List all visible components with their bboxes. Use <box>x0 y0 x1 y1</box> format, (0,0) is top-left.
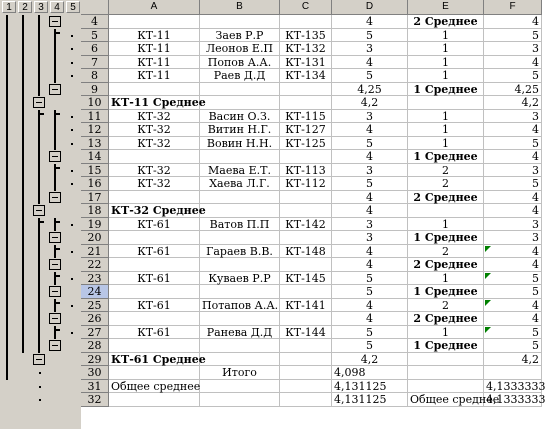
cell-e27[interactable]: 1 <box>408 326 484 340</box>
collapse-subgroup-button[interactable] <box>49 313 61 324</box>
row-header-25[interactable]: 25 <box>81 299 109 313</box>
cell-d32[interactable]: 4,131125 <box>332 393 408 407</box>
row-header-10[interactable]: 10 <box>81 96 109 110</box>
cell-c12[interactable]: КТ-127 <box>280 123 332 137</box>
cell-e26[interactable]: 2 Среднее <box>408 312 484 326</box>
row-header-22[interactable]: 22 <box>81 258 109 272</box>
cell-c27[interactable]: КТ-144 <box>280 326 332 340</box>
outline-bracket-tick <box>38 221 44 223</box>
cell-c8[interactable]: КТ-134 <box>280 69 332 83</box>
cell-c10[interactable] <box>280 96 332 110</box>
cell-c21[interactable]: КТ-148 <box>280 245 332 259</box>
cell-d18[interactable]: 4 <box>332 204 408 218</box>
cell-b10[interactable] <box>200 96 280 110</box>
cell-e30[interactable] <box>408 366 484 380</box>
cell-b31[interactable] <box>200 380 280 394</box>
outline-bracket-tick <box>38 113 44 115</box>
cell-c11[interactable]: КТ-115 <box>280 110 332 124</box>
outline-bracket-tick <box>54 302 60 304</box>
cell-e10[interactable] <box>408 96 484 110</box>
cell-a30[interactable] <box>109 366 200 380</box>
cell-b15[interactable]: Маева Е.Т. <box>200 164 280 178</box>
outline-bracket-line <box>38 15 40 96</box>
cell-e17[interactable]: 2 Среднее <box>408 191 484 205</box>
cell-e22[interactable]: 2 Среднее <box>408 258 484 272</box>
outline-detail-dot <box>71 183 73 185</box>
cell-d21[interactable]: 4 <box>332 245 408 259</box>
cell-e19[interactable]: 1 <box>408 218 484 232</box>
cell-a32[interactable] <box>109 393 200 407</box>
collapse-subgroup-button[interactable] <box>49 286 61 297</box>
cell-e9[interactable]: 1 Среднее <box>408 83 484 97</box>
cell-a27[interactable]: КТ-61 <box>109 326 200 340</box>
row-header-9[interactable]: 9 <box>81 83 109 97</box>
cell-f23[interactable]: 5 <box>484 272 542 286</box>
outline-detail-dot <box>71 62 73 64</box>
cell-f27[interactable]: 5 <box>484 326 542 340</box>
cell-f32[interactable]: 4,1333333 <box>486 393 546 406</box>
cell-b27[interactable]: Ранева Д.Д <box>200 326 280 340</box>
cell-f13[interactable]: 5 <box>484 137 542 151</box>
collapse-subgroup-button[interactable] <box>49 232 61 243</box>
collapse-subgroup-button[interactable] <box>49 259 61 270</box>
cell-b13[interactable]: Вовин Н.Н. <box>200 137 280 151</box>
cell-b14[interactable] <box>200 150 280 164</box>
cell-f16[interactable]: 5 <box>484 177 542 191</box>
row-header-12[interactable]: 12 <box>81 123 109 137</box>
cell-c7[interactable]: КТ-131 <box>280 56 332 70</box>
cell-d17[interactable]: 4 <box>332 191 408 205</box>
cell-f5[interactable]: 5 <box>484 29 542 43</box>
outline-bracket-tick <box>54 113 60 115</box>
outline-bracket-line <box>54 29 56 83</box>
cell-d27[interactable]: 5 <box>332 326 408 340</box>
cell-e11[interactable]: 1 <box>408 110 484 124</box>
cell-b32[interactable] <box>200 393 280 407</box>
cell-b26[interactable] <box>200 312 280 326</box>
outline-detail-dot <box>39 372 41 374</box>
outline-bracket-tick <box>54 275 60 277</box>
cell-c13[interactable]: КТ-125 <box>280 137 332 151</box>
cell-d22[interactable]: 4 <box>332 258 408 272</box>
outline-level-4-button[interactable]: 4 <box>50 1 64 13</box>
cell-e25[interactable]: 2 <box>408 299 484 313</box>
column-header-c[interactable]: C <box>280 0 332 15</box>
row-header-5[interactable]: 5 <box>81 29 109 43</box>
cell-d23[interactable]: 5 <box>332 272 408 286</box>
cell-f6[interactable]: 3 <box>484 42 542 56</box>
cell-e4[interactable]: 2 Среднее <box>408 15 484 29</box>
cell-b17[interactable] <box>200 191 280 205</box>
cell-e6[interactable]: 1 <box>408 42 484 56</box>
column-header-f[interactable]: F <box>484 0 542 15</box>
cell-e24[interactable]: 1 Среднее <box>408 285 484 299</box>
collapse-subgroup-button[interactable] <box>49 151 61 162</box>
cell-a8[interactable]: КТ-11 <box>109 69 200 83</box>
cell-b7[interactable]: Попов А.А. <box>200 56 280 70</box>
cell-b9[interactable] <box>200 83 280 97</box>
outline-detail-dot <box>71 170 73 172</box>
row-header-11[interactable]: 11 <box>81 110 109 124</box>
outline-bracket-tick <box>54 32 60 34</box>
cell-e21[interactable]: 2 <box>408 245 484 259</box>
cell-e5[interactable]: 1 <box>408 29 484 43</box>
outline-level-5-button[interactable]: 5 <box>66 1 80 13</box>
outline-detail-dot <box>71 48 73 50</box>
cell-d4[interactable]: 4 <box>332 15 408 29</box>
cell-c14[interactable] <box>280 150 332 164</box>
cell-a19[interactable]: КТ-61 <box>109 218 200 232</box>
cell-a6[interactable]: КТ-11 <box>109 42 200 56</box>
cell-a18[interactable]: КТ-32 Среднее <box>111 204 206 217</box>
cell-d14[interactable]: 4 <box>332 150 408 164</box>
cell-c23[interactable]: КТ-145 <box>280 272 332 286</box>
cell-f29[interactable]: 4,2 <box>484 353 542 367</box>
cell-f14[interactable]: 4 <box>484 150 542 164</box>
cell-b22[interactable] <box>200 258 280 272</box>
collapse-group-kt32-button[interactable] <box>33 205 45 216</box>
cell-e23[interactable]: 1 <box>408 272 484 286</box>
cell-f17[interactable]: 4 <box>484 191 542 205</box>
cell-a23[interactable]: КТ-61 <box>109 272 200 286</box>
cell-d28[interactable]: 5 <box>332 339 408 353</box>
cell-a12[interactable]: КТ-32 <box>109 123 200 137</box>
cell-c29[interactable] <box>280 353 332 367</box>
cell-a10[interactable]: КТ-11 Среднее <box>111 96 206 109</box>
row-header-19[interactable]: 19 <box>81 218 109 232</box>
cell-f21[interactable]: 4 <box>484 245 542 259</box>
cell-b6[interactable]: Леонов Е.П <box>200 42 280 56</box>
cell-f20[interactable]: 3 <box>484 231 542 245</box>
cell-e29[interactable] <box>408 353 484 367</box>
row-header-28[interactable]: 28 <box>81 339 109 353</box>
outline-detail-dot <box>39 386 41 388</box>
row-header-16[interactable]: 16 <box>81 177 109 191</box>
row-header-21[interactable]: 21 <box>81 245 109 259</box>
cell-b28[interactable] <box>200 339 280 353</box>
cell-a7[interactable]: КТ-11 <box>109 56 200 70</box>
cell-d31[interactable]: 4,131125 <box>332 380 408 394</box>
collapse-subgroup-button[interactable] <box>49 84 61 95</box>
column-header-b[interactable]: B <box>200 0 280 15</box>
cell-a15[interactable]: КТ-32 <box>109 164 200 178</box>
outline-detail-dot <box>71 75 73 77</box>
cell-a14[interactable] <box>109 150 200 164</box>
cell-f22[interactable]: 4 <box>484 258 542 272</box>
cell-a28[interactable] <box>109 339 200 353</box>
outline-bracket-line <box>38 218 40 353</box>
row-header-6[interactable]: 6 <box>81 42 109 56</box>
cell-d16[interactable]: 5 <box>332 177 408 191</box>
cell-f25[interactable]: 4 <box>484 299 542 313</box>
cell-a11[interactable]: КТ-32 <box>109 110 200 124</box>
row-header-7[interactable]: 7 <box>81 56 109 70</box>
outline-detail-dot <box>71 224 73 226</box>
row-header-27[interactable]: 27 <box>81 326 109 340</box>
cell-c4[interactable] <box>280 15 332 29</box>
cell-a31[interactable]: Общее среднее <box>111 379 201 393</box>
cell-f10[interactable]: 4,2 <box>484 96 542 110</box>
cell-c17[interactable] <box>280 191 332 205</box>
cell-f19[interactable]: 3 <box>484 218 542 232</box>
outline-detail-dot <box>71 143 73 145</box>
cell-f12[interactable]: 4 <box>484 123 542 137</box>
column-header-a[interactable]: A <box>109 0 200 15</box>
outline-bracket-line <box>54 110 56 151</box>
cell-c22[interactable] <box>280 258 332 272</box>
outline-detail-dot <box>71 278 73 280</box>
outline-detail-dot <box>71 35 73 37</box>
row-header-15[interactable]: 15 <box>81 164 109 178</box>
cell-d11[interactable]: 3 <box>332 110 408 124</box>
cell-c5[interactable]: КТ-135 <box>280 29 332 43</box>
collapse-group-kt61-button[interactable] <box>33 354 45 365</box>
row-header-14[interactable]: 14 <box>81 150 109 164</box>
row-header-4[interactable]: 4 <box>81 15 109 29</box>
cell-e14[interactable]: 1 Среднее <box>408 150 484 164</box>
cell-d20[interactable]: 3 <box>332 231 408 245</box>
cell-b8[interactable]: Раев Д.Д <box>200 69 280 83</box>
cell-b29[interactable] <box>200 353 280 367</box>
row-header-32[interactable]: 32 <box>81 393 109 407</box>
cell-b19[interactable]: Ватов П.П <box>200 218 280 232</box>
row-header-31[interactable]: 31 <box>81 380 109 394</box>
collapse-subgroup-button[interactable] <box>49 192 61 203</box>
cell-d9[interactable]: 4,25 <box>332 83 408 97</box>
cell-a13[interactable]: КТ-32 <box>109 137 200 151</box>
cell-a24[interactable] <box>109 285 200 299</box>
cell-d25[interactable]: 4 <box>332 299 408 313</box>
cell-a4[interactable] <box>109 15 200 29</box>
cell-f11[interactable]: 3 <box>484 110 542 124</box>
row-header-23[interactable]: 23 <box>81 272 109 286</box>
cell-d30[interactable]: 4,098 <box>332 366 408 380</box>
cell-e31[interactable] <box>408 380 484 394</box>
cell-c25[interactable]: КТ-141 <box>280 299 332 313</box>
collapse-subgroup-button[interactable] <box>49 340 61 351</box>
outline-level-2-button[interactable]: 2 <box>18 1 32 13</box>
cell-a22[interactable] <box>109 258 200 272</box>
row-header-24[interactable]: 24 <box>81 285 109 299</box>
cell-c24[interactable] <box>280 285 332 299</box>
cell-a26[interactable] <box>109 312 200 326</box>
outline-bracket-tick <box>54 248 60 250</box>
cell-d5[interactable]: 5 <box>332 29 408 43</box>
row-header-26[interactable]: 26 <box>81 312 109 326</box>
column-header-e[interactable]: E <box>408 0 484 15</box>
cell-d29[interactable]: 4,2 <box>332 353 408 367</box>
cell-c6[interactable]: КТ-132 <box>280 42 332 56</box>
cell-a9[interactable] <box>109 83 200 97</box>
cell-b23[interactable]: Куваев Р.Р <box>200 272 280 286</box>
row-header-8[interactable]: 8 <box>81 69 109 83</box>
cell-c16[interactable]: КТ-112 <box>280 177 332 191</box>
outline-detail-dot <box>71 129 73 131</box>
cell-d26[interactable]: 4 <box>332 312 408 326</box>
outline-bracket-tick <box>54 329 60 331</box>
cell-d8[interactable]: 5 <box>332 69 408 83</box>
cell-b4[interactable] <box>200 15 280 29</box>
cell-d12[interactable]: 4 <box>332 123 408 137</box>
cell-a5[interactable]: КТ-11 <box>109 29 200 43</box>
cell-d19[interactable]: 3 <box>332 218 408 232</box>
outline-level-bar <box>0 0 81 16</box>
column-header-d[interactable]: D <box>332 0 408 15</box>
cell-f8[interactable]: 5 <box>484 69 542 83</box>
cell-c32[interactable] <box>280 393 332 407</box>
outline-detail-dot <box>71 332 73 334</box>
cell-f4[interactable]: 4 <box>484 15 542 29</box>
cell-b30[interactable]: Итого <box>200 366 280 380</box>
cell-d24[interactable]: 5 <box>332 285 408 299</box>
cell-a25[interactable]: КТ-61 <box>109 299 200 313</box>
cell-c30[interactable] <box>280 366 332 380</box>
row-header-29[interactable]: 29 <box>81 353 109 367</box>
cell-b18[interactable] <box>200 204 280 218</box>
cell-c18[interactable] <box>280 204 332 218</box>
cell-a16[interactable]: КТ-32 <box>109 177 200 191</box>
cell-a21[interactable]: КТ-61 <box>109 245 200 259</box>
select-all-corner[interactable] <box>81 0 109 15</box>
cell-f7[interactable]: 4 <box>484 56 542 70</box>
error-indicator-icon[interactable] <box>485 273 491 279</box>
outline-bracket-line <box>38 110 40 205</box>
cell-b24[interactable] <box>200 285 280 299</box>
cell-b11[interactable]: Васин О.З. <box>200 110 280 124</box>
cell-c31[interactable] <box>280 380 332 394</box>
outline-detail-dot <box>71 116 73 118</box>
cell-e20[interactable]: 1 Среднее <box>408 231 484 245</box>
cell-b20[interactable] <box>200 231 280 245</box>
outline-bracket-tick <box>54 221 60 223</box>
cell-e18[interactable] <box>408 204 484 218</box>
cell-f30[interactable] <box>484 366 542 380</box>
outline-bracket-line <box>22 15 24 353</box>
cell-e16[interactable]: 2 <box>408 177 484 191</box>
cell-f15[interactable]: 3 <box>484 164 542 178</box>
outline-detail-dot <box>39 399 41 401</box>
cell-b16[interactable]: Хаева Л.Г. <box>200 177 280 191</box>
cell-d13[interactable]: 5 <box>332 137 408 151</box>
error-indicator-icon[interactable] <box>485 246 491 252</box>
row-header-20[interactable]: 20 <box>81 231 109 245</box>
cell-e32[interactable]: Общее среднее <box>410 393 500 406</box>
cell-b12[interactable]: Витин Н.Г. <box>200 123 280 137</box>
outline-level-3-button[interactable]: 3 <box>34 1 48 13</box>
cell-e13[interactable]: 1 <box>408 137 484 151</box>
cell-d15[interactable]: 3 <box>332 164 408 178</box>
cell-f24[interactable]: 5 <box>484 285 542 299</box>
error-indicator-icon[interactable] <box>485 327 491 333</box>
cell-c26[interactable] <box>280 312 332 326</box>
row-header-17[interactable]: 17 <box>81 191 109 205</box>
cell-a17[interactable] <box>109 191 200 205</box>
outline-detail-dot <box>71 305 73 307</box>
outline-level-1-button[interactable]: 1 <box>2 1 16 13</box>
row-header-13[interactable]: 13 <box>81 137 109 151</box>
row-header-18[interactable]: 18 <box>81 204 109 218</box>
cell-e7[interactable]: 1 <box>408 56 484 70</box>
cell-d7[interactable]: 4 <box>332 56 408 70</box>
cell-e15[interactable]: 2 <box>408 164 484 178</box>
cell-d10[interactable]: 4,2 <box>332 96 408 110</box>
outline-bracket-line <box>6 15 8 380</box>
collapse-group-kt11-button[interactable] <box>33 97 45 108</box>
outline-detail-dot <box>71 251 73 253</box>
cell-f18[interactable]: 4 <box>484 204 542 218</box>
cell-f26[interactable]: 4 <box>484 312 542 326</box>
cell-c9[interactable] <box>280 83 332 97</box>
cell-c19[interactable]: КТ-142 <box>280 218 332 232</box>
cell-a20[interactable] <box>109 231 200 245</box>
cell-f28[interactable]: 5 <box>484 339 542 353</box>
cell-b21[interactable]: Гараев В.В. <box>200 245 280 259</box>
collapse-subgroup-button[interactable] <box>49 16 61 27</box>
cell-c15[interactable]: КТ-113 <box>280 164 332 178</box>
cell-f31[interactable]: 4,1333333 <box>486 379 546 393</box>
cell-b25[interactable]: Потапов А.А. <box>202 298 279 312</box>
cell-a29[interactable]: КТ-61 Среднее <box>111 352 206 366</box>
cell-c28[interactable] <box>280 339 332 353</box>
cell-b5[interactable]: Заев Р.Р <box>200 29 280 43</box>
cell-c20[interactable] <box>280 231 332 245</box>
outline-bracket-tick <box>54 167 60 169</box>
cell-e8[interactable]: 1 <box>408 69 484 83</box>
cell-f9[interactable]: 4,25 <box>484 83 542 97</box>
error-indicator-icon[interactable] <box>485 300 491 306</box>
row-header-30[interactable]: 30 <box>81 366 109 380</box>
cell-d6[interactable]: 3 <box>332 42 408 56</box>
cell-e28[interactable]: 1 Среднее <box>408 339 484 353</box>
cell-e12[interactable]: 1 <box>408 123 484 137</box>
